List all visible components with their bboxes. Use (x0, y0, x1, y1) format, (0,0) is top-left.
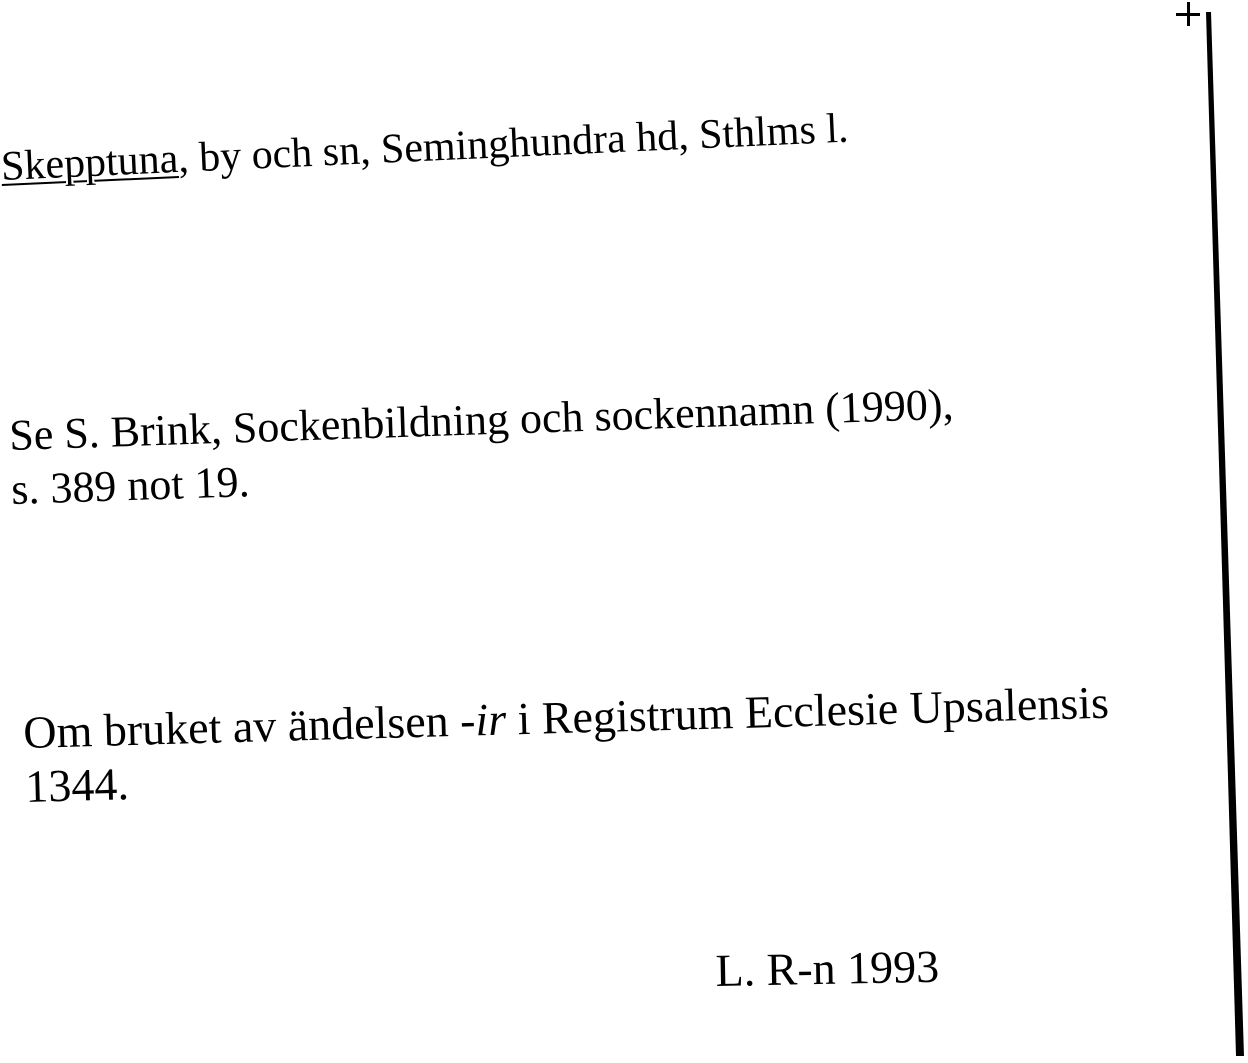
signature: L. R-n 1993 (715, 940, 940, 996)
note-line-1 (22, 676, 1110, 758)
reference-line-2: s. 389 not 19. (10, 457, 251, 514)
note-suffix-italic: -ir (459, 693, 507, 746)
note-text-after: i Registrum Ecclesie Upsalensis (505, 676, 1110, 745)
note-text-before: Om bruket av ändelsen (22, 694, 461, 758)
crop-mark-plus-icon (1176, 2, 1200, 26)
headword-description: , by och sn, Seminghundra hd, Sthlms l. (177, 105, 850, 182)
headword: Skepptuna (0, 136, 180, 190)
note-line-2: 1344. (24, 758, 130, 812)
reference-line-1: Se S. Brink, Sockenbildning och sockennamn (1990), (8, 379, 955, 460)
entry-headline (0, 105, 850, 190)
